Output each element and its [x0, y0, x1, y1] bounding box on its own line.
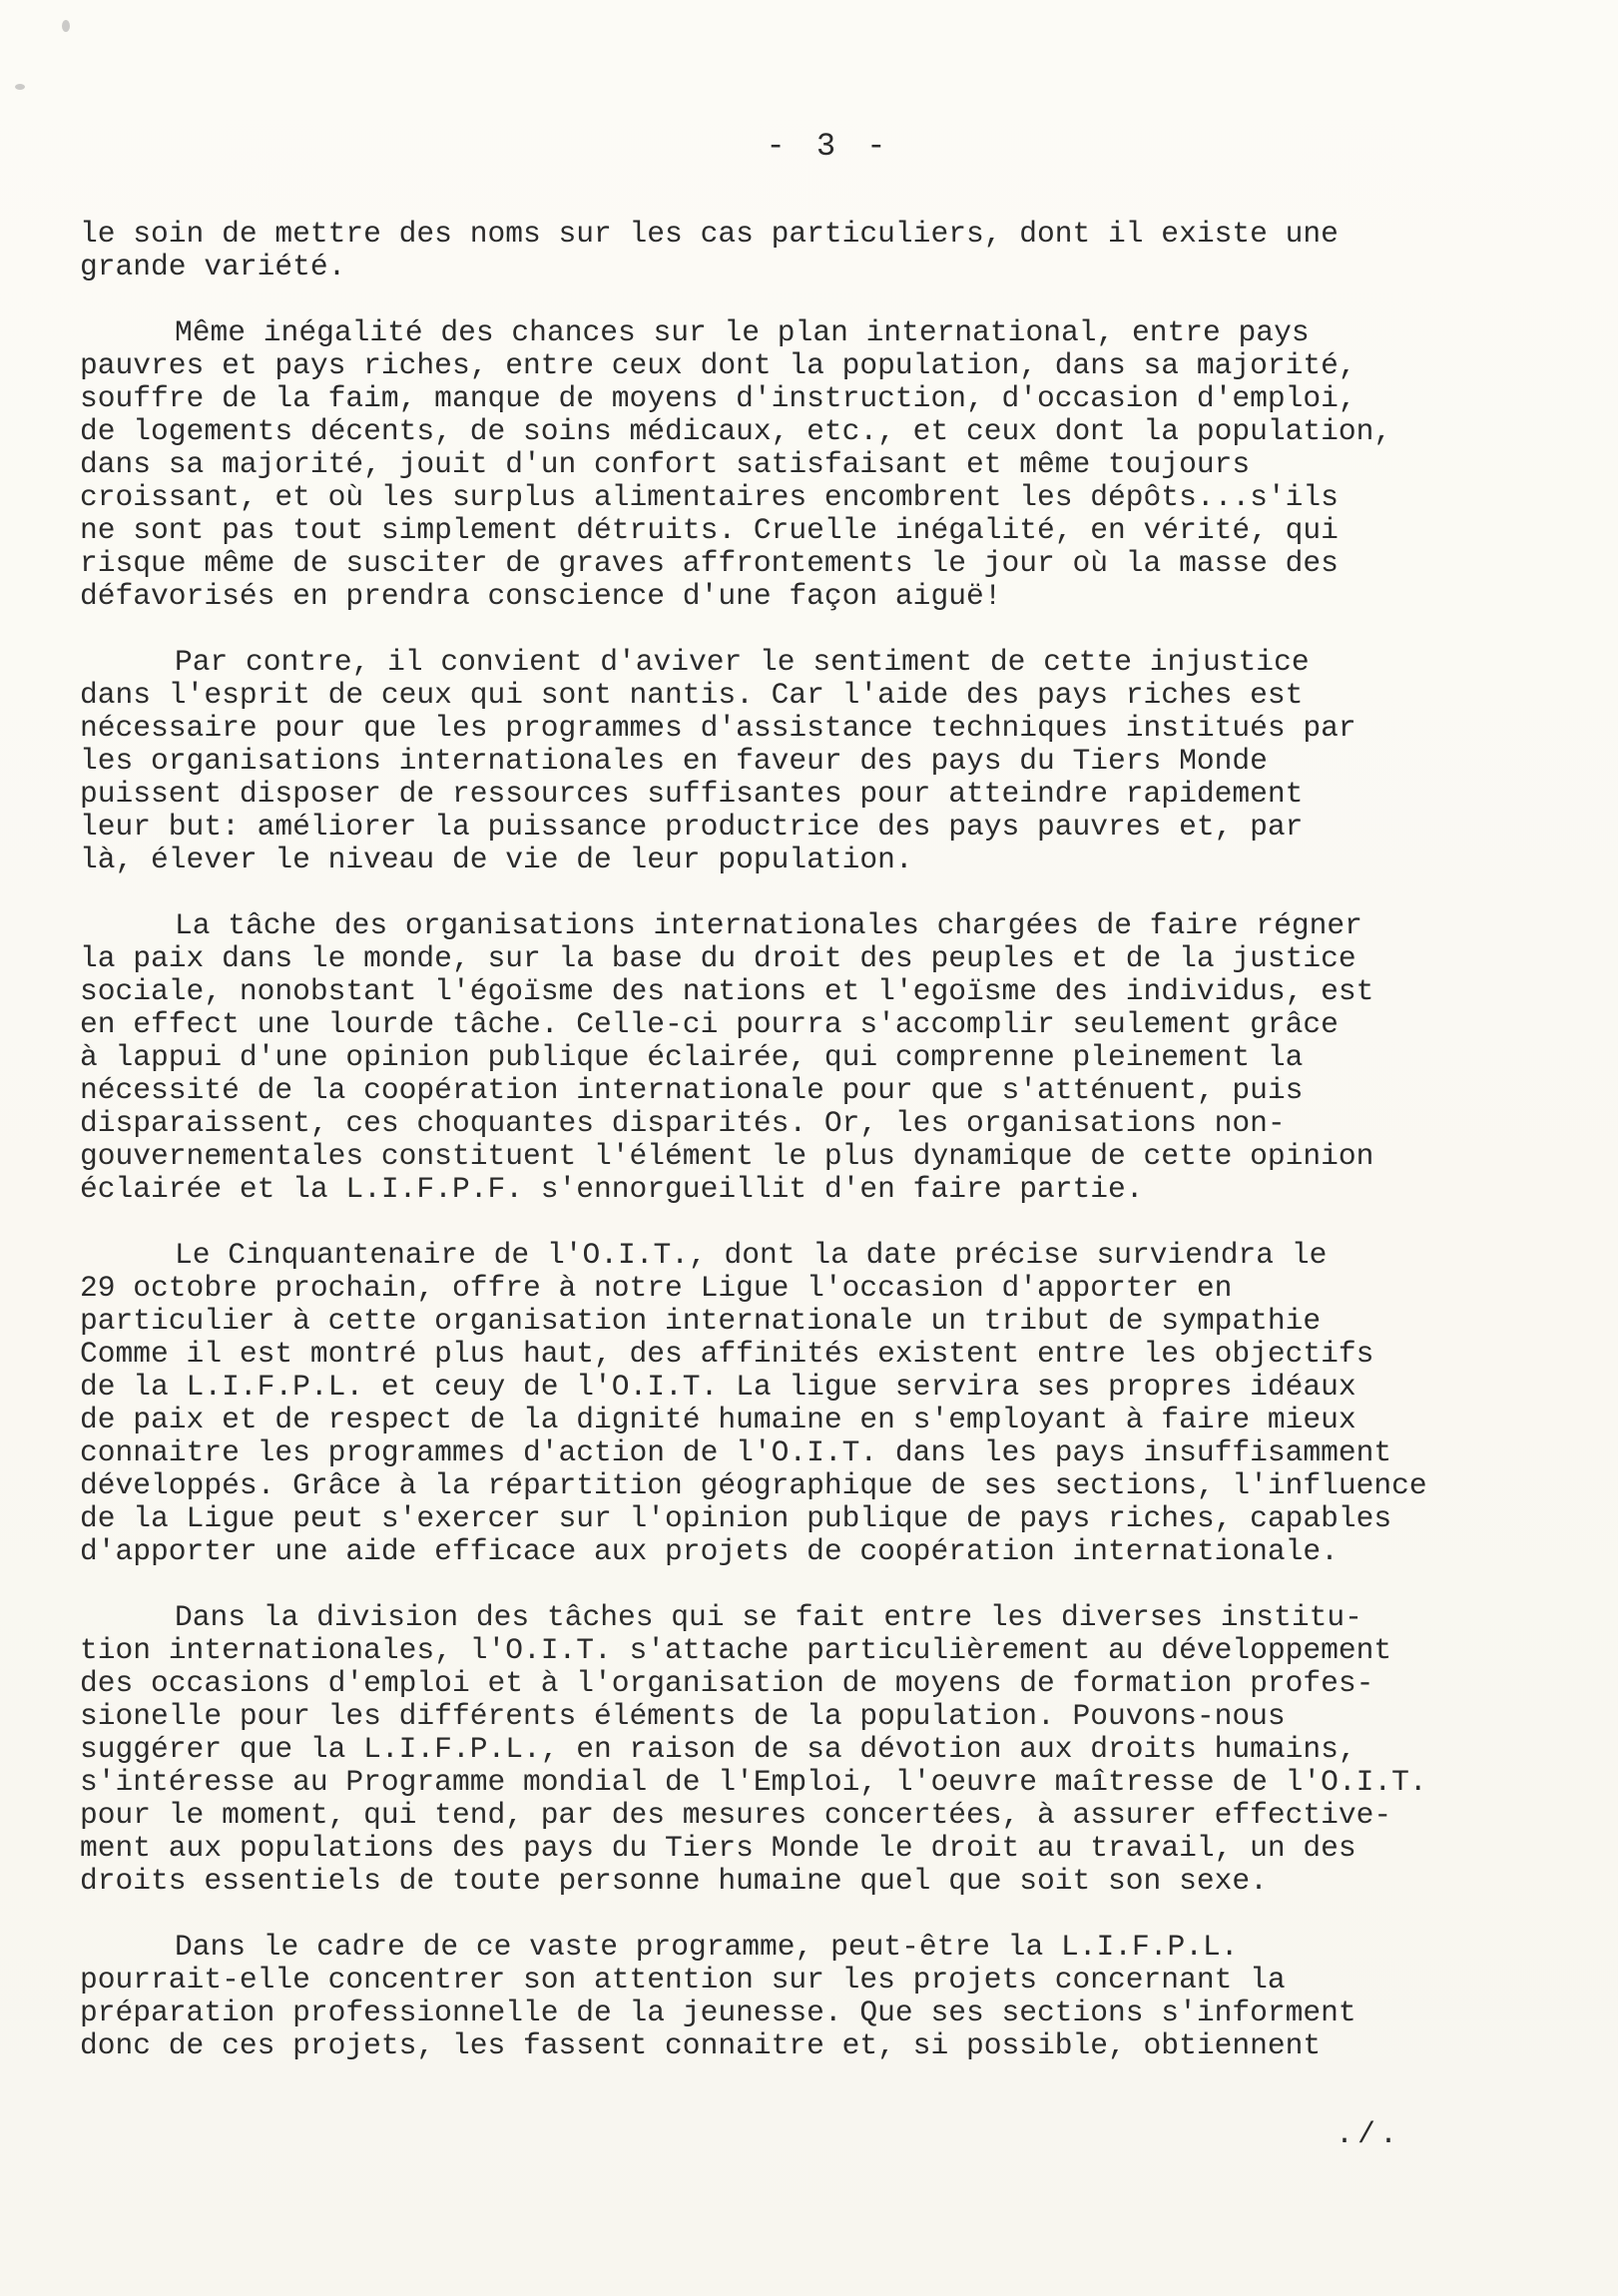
text-line: préparation professionnelle de la jeunesse. Que ses sections s'informent — [80, 1996, 1356, 2029]
text-line: ment aux populations des pays du Tiers Monde le droit au travail, un des — [80, 1831, 1356, 1865]
text-line: connaitre les programmes d'action de l'O.I.T. dans les pays insuffisamment — [80, 1435, 1392, 1469]
text-line: gouvernementales constituent l'élément le plus dynamique de cette opinion — [80, 1139, 1374, 1173]
text-line: à lappui d'une opinion publique éclairée, qui comprenne pleinement la — [80, 1040, 1304, 1074]
text-line: sociale, nonobstant l'égoïsme des nations et l'egoïsme des individus, est — [80, 974, 1374, 1008]
text-line: pauvres et pays riches, entre ceux dont la population, dans sa majorité, — [80, 348, 1356, 382]
text-line: de logements décents, de soins médicaux, etc., et ceux dont la population, — [80, 414, 1392, 448]
text-line: pourrait-elle concentrer son attention sur les projets concernant la — [80, 1963, 1286, 1997]
text-line: grande variété. — [80, 250, 346, 284]
text-line: croissant, et où les surplus alimentaires encombrent les dépôts...s'ils — [80, 480, 1339, 514]
paragraph — [80, 218, 1577, 284]
text-line: développés. Grâce à la répartition géographique de ses sections, l'influence — [80, 1468, 1427, 1502]
text-line: souffre de la faim, manque de moyens d'instruction, d'occasion d'emploi, — [80, 381, 1356, 415]
ink-smudge — [62, 20, 70, 32]
text-line: Comme il est montré plus haut, des affinités existent entre les objectifs — [80, 1337, 1374, 1371]
text-line: puissent disposer de ressources suffisantes pour atteindre rapidement — [80, 777, 1304, 811]
text-line: la paix dans le monde, sur la base du droit des peuples et de la justice — [80, 941, 1356, 975]
text-line: de paix et de respect de la dignité humaine en s'employant à faire mieux — [80, 1403, 1356, 1436]
text-line: Dans la division des tâches qui se fait entre les diverses institu- — [175, 1600, 1362, 1634]
text-line: pour le moment, qui tend, par des mesures concertées, à assurer effective- — [80, 1798, 1392, 1832]
paragraph — [80, 1931, 1577, 2062]
text-line: La tâche des organisations internationales chargées de faire régner — [175, 908, 1362, 942]
text-line: Dans le cadre de ce vaste programme, peut-être la L.I.F.P.L. — [175, 1930, 1239, 1964]
text-line: des occasions d'emploi et à l'organisation de moyens de formation profes- — [80, 1666, 1374, 1700]
text-line: le soin de mettre des noms sur les cas particuliers, dont il existe une — [80, 217, 1339, 251]
continuation-mark: ./. — [1336, 2118, 1402, 2152]
ink-smudge — [15, 84, 25, 90]
text-line: d'apporter une aide efficace aux projets de coopération internationale. — [80, 1534, 1339, 1568]
text-line: Même inégalité des chances sur le plan international, entre pays — [175, 315, 1310, 349]
text-line: disparaissent, ces choquantes disparités. Or, les organisations non- — [80, 1106, 1286, 1140]
text-line: droits essentiels de toute personne humaine quel que soit son sexe. — [80, 1864, 1268, 1898]
text-line: éclairée et la L.I.F.P.F. s'ennorgueillit d'en faire partie. — [80, 1172, 1144, 1206]
text-line: Le Cinquantenaire de l'O.I.T., dont la date précise surviendra le — [175, 1238, 1328, 1272]
text-line: particulier à cette organisation internationale un tribut de sympathie — [80, 1304, 1322, 1338]
text-line: 29 octobre prochain, offre à notre Ligue l'occasion d'apporter en — [80, 1271, 1233, 1305]
paragraph — [80, 646, 1577, 876]
text-line: risque même de susciter de graves affrontements le jour où la masse des — [80, 546, 1339, 580]
text-line: dans sa majorité, jouit d'un confort satisfaisant et même toujours — [80, 447, 1251, 481]
text-line: nécessité de la coopération internationale pour que s'atténuent, puis — [80, 1073, 1304, 1107]
text-line: s'intéresse au Programme mondial de l'Emploi, l'oeuvre maîtresse de l'O.I.T. — [80, 1765, 1427, 1799]
paragraph — [80, 1601, 1577, 1898]
text-line: tion internationales, l'O.I.T. s'attache particulièrement au développement — [80, 1633, 1392, 1667]
text-line: nécessaire pour que les programmes d'assistance techniques institués par — [80, 711, 1356, 745]
text-line: ne sont pas tout simplement détruits. Cruelle inégalité, en vérité, qui — [80, 513, 1339, 547]
text-line: dans l'esprit de ceux qui sont nantis. Car l'aide des pays riches est — [80, 678, 1304, 712]
page-number: - 3 - — [766, 128, 892, 165]
text-line: en effect une lourde tâche. Celle-ci pourra s'accomplir seulement grâce — [80, 1007, 1339, 1041]
text-line: de la Ligue peut s'exercer sur l'opinion publique de pays riches, capables — [80, 1501, 1392, 1535]
text-line: Par contre, il convient d'aviver le sentiment de cette injustice — [175, 645, 1310, 679]
text-line: suggérer que la L.I.F.P.L., en raison de sa dévotion aux droits humains, — [80, 1732, 1356, 1766]
text-line: donc de ces projets, les fassent connaitre et, si possible, obtiennent — [80, 2028, 1322, 2062]
text-line: défavorisés en prendra conscience d'une façon aiguë! — [80, 579, 1002, 613]
text-line: leur but: améliorer la puissance productrice des pays pauvres et, par — [80, 810, 1304, 844]
text-line: de la L.I.F.P.L. et ceuy de l'O.I.T. La ligue servira ses propres idéaux — [80, 1370, 1356, 1404]
paragraph — [80, 1239, 1577, 1568]
paragraph — [80, 909, 1577, 1206]
text-line: les organisations internationales en faveur des pays du Tiers Monde — [80, 744, 1268, 778]
text-line: sionelle pour les différents éléments de la population. Pouvons-nous — [80, 1699, 1286, 1733]
paragraph — [80, 316, 1577, 613]
text-line: là, élever le niveau de vie de leur population. — [80, 843, 913, 876]
body-text — [80, 218, 1577, 2062]
